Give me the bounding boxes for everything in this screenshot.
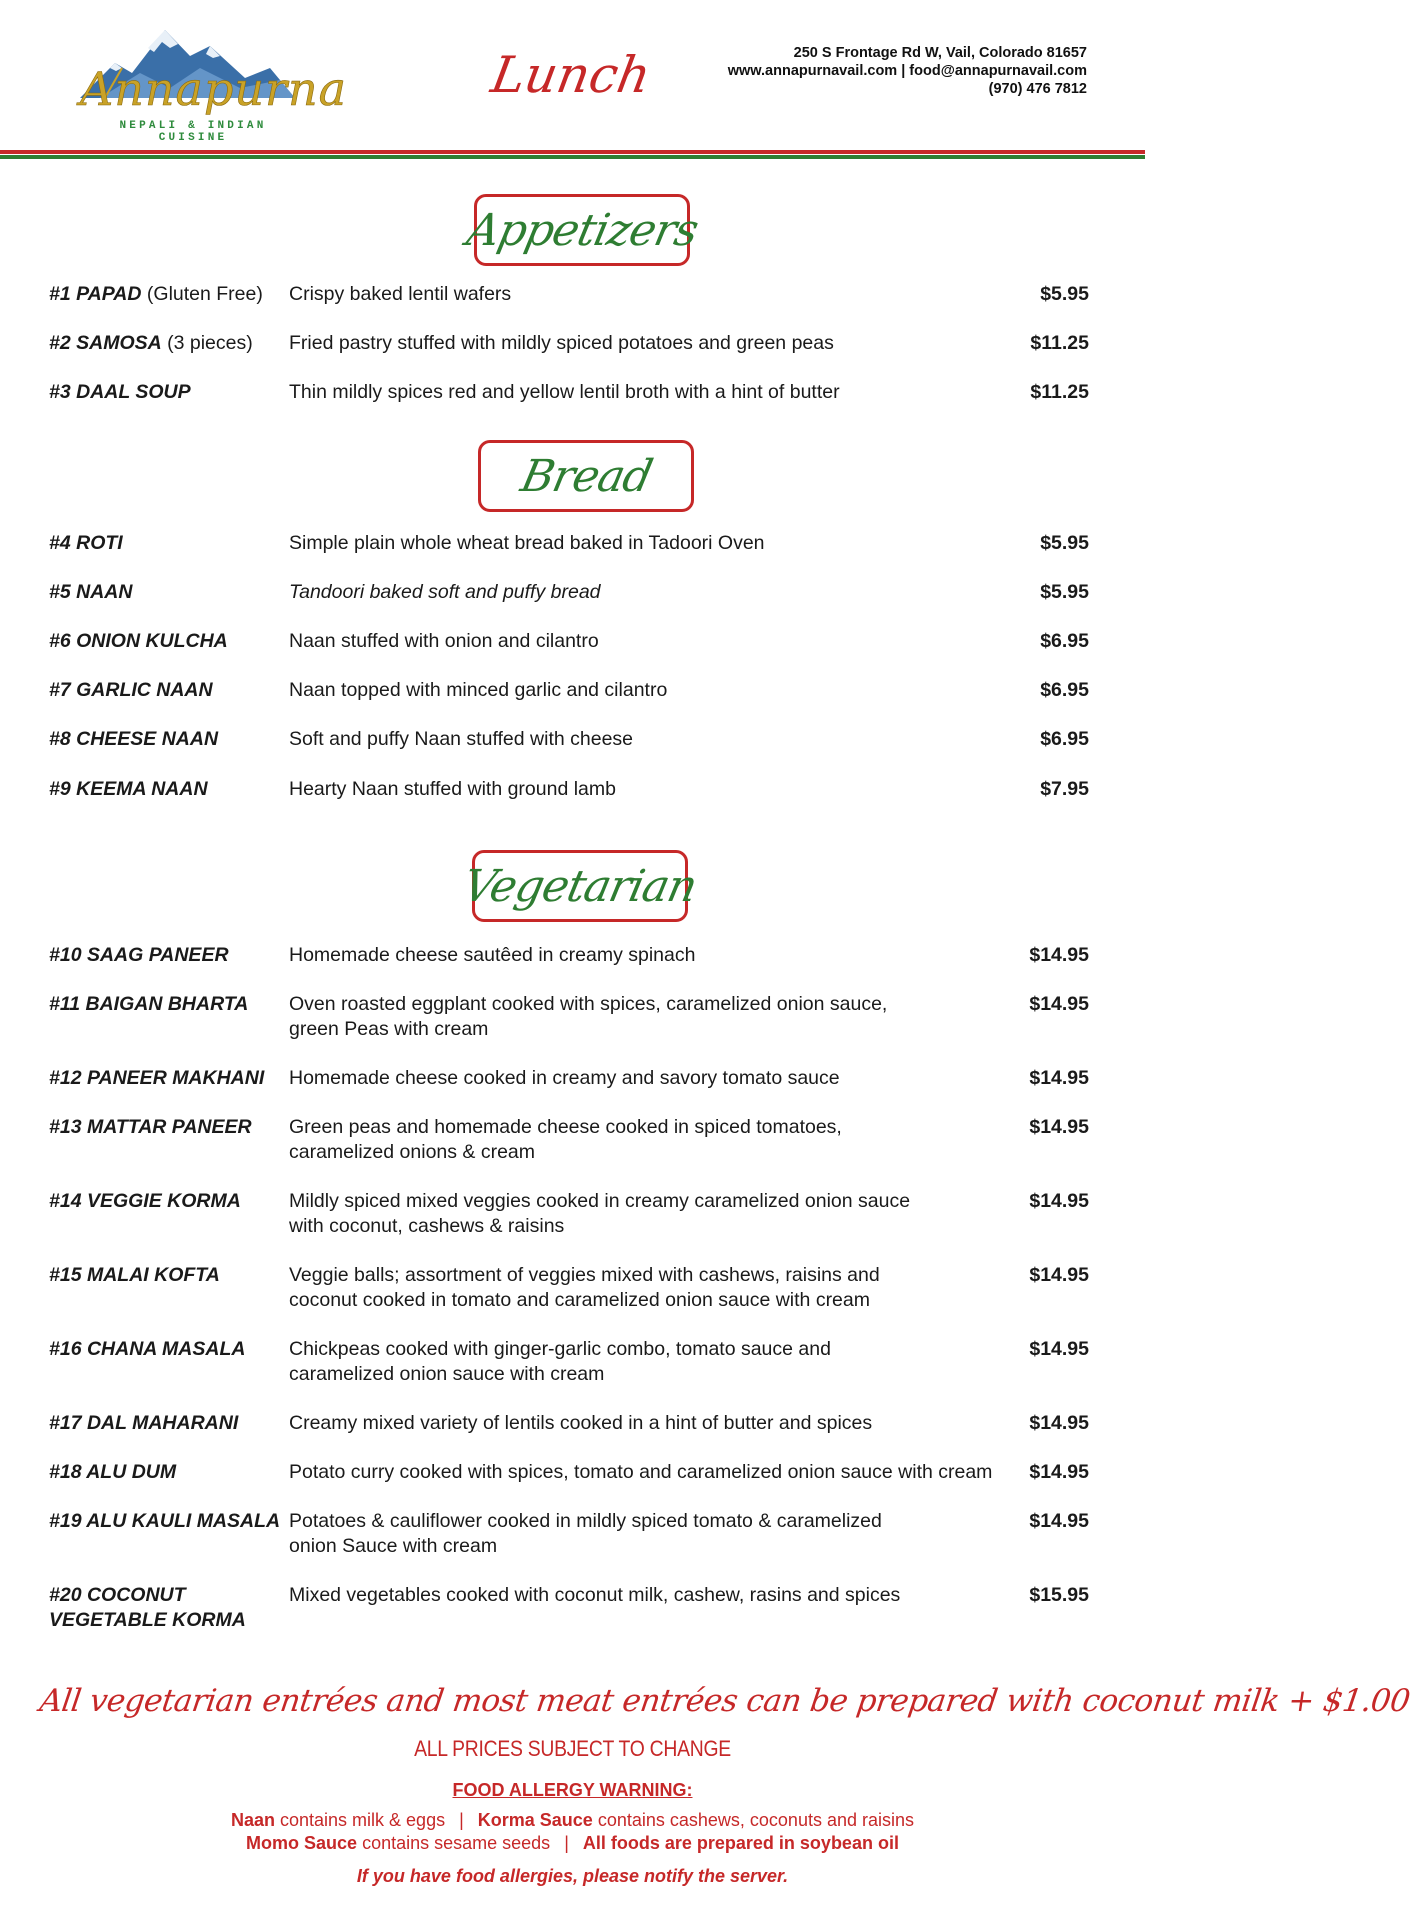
notify-server-note: If you have food allergies, please notify the server. xyxy=(356,1866,789,1886)
allergy-line-2: Momo Sauce contains sesame seeds | All foods are prepared in soybean oil xyxy=(246,1833,899,1853)
item-price: $14.95 xyxy=(1029,1338,1089,1360)
menu-title: Lunch xyxy=(486,46,656,104)
item-price: $14.95 xyxy=(1029,1264,1089,1286)
item-price: $14.95 xyxy=(1029,993,1089,1015)
item-name: #13 MATTAR PANEER xyxy=(49,1116,252,1138)
item-description: Green peas and homemade cheese cooked in spiced tomatoes, caramelized onions & cream xyxy=(289,1116,842,1163)
item-price: $14.95 xyxy=(1029,1510,1089,1532)
item-name: #15 MALAI KOFTA xyxy=(49,1264,220,1286)
item-name: #18 ALU DUM xyxy=(49,1461,177,1483)
item-name: #14 VEGGIE KORMA xyxy=(49,1190,241,1212)
restaurant-logo xyxy=(70,18,348,144)
item-description: Fried pastry stuffed with mildly spiced potatoes and green peas xyxy=(289,332,834,354)
item-price: $7.95 xyxy=(1040,778,1089,800)
section-title-bread: Bread xyxy=(516,450,656,502)
item-description: Soft and puffy Naan stuffed with cheese xyxy=(289,728,634,750)
item-price: $14.95 xyxy=(1029,1116,1089,1138)
section-title-vegetarian: Vegetarian xyxy=(458,860,702,912)
item-description: Potatoes & cauliflower cooked in mildly spiced tomato & caramelized onion Sauce with cream xyxy=(289,1510,882,1557)
item-price: $6.95 xyxy=(1040,679,1089,701)
section-badge-appetizers xyxy=(462,194,702,266)
item-price: $5.95 xyxy=(1040,581,1089,603)
allergy-warning-heading: FOOD ALLERGY WARNING: xyxy=(452,1780,693,1800)
item-name: #9 KEEMA NAAN xyxy=(49,778,208,800)
item-name: #8 CHEESE NAAN xyxy=(49,728,219,750)
phone[interactable]: (970) 476 7812 xyxy=(988,81,1087,97)
address: 250 S Frontage Rd W, Vail, Colorado 81657 xyxy=(793,45,1087,61)
separator: | xyxy=(459,1810,464,1830)
section-badge-vegetarian xyxy=(458,850,702,922)
item-note: (3 pieces) xyxy=(161,332,253,354)
section-title-appetizers: Appetizers xyxy=(462,204,702,256)
item-name: #5 NAAN xyxy=(49,581,133,603)
item-price: $15.95 xyxy=(1029,1584,1089,1606)
menu-header xyxy=(0,0,1145,150)
item-name: #1 PAPAD (Gluten Free) xyxy=(49,283,263,305)
item-description: Chickpeas cooked with ginger-garlic combo, tomato sauce and caramelized onion sauce with cream xyxy=(289,1338,831,1385)
header-rule-green xyxy=(0,155,1145,159)
item-description: Homemade cheese sautêed in creamy spinach xyxy=(289,944,696,966)
item-name: #20 COCONUT VEGETABLE KORMA xyxy=(49,1584,246,1631)
item-price: $11.25 xyxy=(1030,381,1089,403)
item-price: $5.95 xyxy=(1040,532,1089,554)
logo-subtitle: NEPALI & INDIAN CUISINE xyxy=(119,120,267,144)
item-description: Oven roasted eggplant cooked with spices, caramelized onion sauce, green Peas with cream xyxy=(289,993,888,1040)
item-note: (Gluten Free) xyxy=(141,283,263,305)
item-description: Mildly spiced mixed veggies cooked in creamy caramelized onion sauce with coconut, cashews & raisins xyxy=(289,1190,911,1237)
item-name: #11 BAIGAN BHARTA xyxy=(49,993,249,1015)
item-price: $6.95 xyxy=(1040,630,1089,652)
item-name: #4 ROTI xyxy=(49,532,123,554)
coconut-milk-note: All vegetarian entrées and most meat entrées can be prepared with coconut milk + $1.00 xyxy=(37,1683,1412,1719)
separator: | xyxy=(564,1833,569,1853)
item-name: #2 SAMOSA (3 pieces) xyxy=(49,332,253,354)
item-name: #19 ALU KAULI MASALA xyxy=(49,1510,281,1532)
item-description: Naan topped with minced garlic and cilantro xyxy=(289,679,668,701)
allergy-line-1: Naan contains milk & eggs | Korma Sauce contains cashews, coconuts and raisins xyxy=(230,1810,914,1830)
item-price: $14.95 xyxy=(1029,1190,1089,1212)
item-name: #7 GARLIC NAAN xyxy=(49,679,213,701)
logo-wordmark: Annapurna xyxy=(80,62,348,116)
item-description: Hearty Naan stuffed with ground lamb xyxy=(289,778,616,800)
item-name: #10 SAAG PANEER xyxy=(49,944,229,966)
item-description: Creamy mixed variety of lentils cooked in a hint of butter and spices xyxy=(289,1412,873,1434)
web-email[interactable]: www.annapurnavail.com | food@annapurnavail.com xyxy=(727,63,1087,79)
item-price: $5.95 xyxy=(1040,283,1089,305)
item-name: #12 PANEER MAKHANI xyxy=(49,1067,265,1089)
item-price: $14.95 xyxy=(1029,1067,1089,1089)
item-description: Veggie balls; assortment of veggies mixed with cashews, raisins and coconut cooked in tomato and caramelized onion sauce with cream xyxy=(289,1264,880,1311)
item-description: Homemade cheese cooked in creamy and savory tomato sauce xyxy=(289,1067,840,1089)
item-description: Potato curry cooked with spices, tomato and caramelized onion sauce with cream xyxy=(289,1461,993,1483)
contact-block xyxy=(728,44,1087,98)
item-description: Thin mildly spices red and yellow lentil broth with a hint of butter xyxy=(289,381,840,403)
item-name: #17 DAL MAHARANI xyxy=(49,1412,239,1434)
item-description: Simple plain whole wheat bread baked in Tadoori Oven xyxy=(289,532,765,554)
item-description: Crispy baked lentil wafers xyxy=(289,283,512,305)
item-name: #3 DAAL SOUP xyxy=(49,381,191,403)
item-name: #6 ONION KULCHA xyxy=(49,630,228,652)
item-price: $11.25 xyxy=(1030,332,1089,354)
item-price: $14.95 xyxy=(1029,944,1089,966)
item-description: Mixed vegetables cooked with coconut milk, cashew, rasins and spices xyxy=(289,1584,901,1606)
item-description: Tandoori baked soft and puffy bread xyxy=(289,581,601,603)
prices-subject-to-change: ALL PRICES SUBJECT TO CHANGE xyxy=(414,1736,731,1761)
section-badge-bread xyxy=(478,440,694,512)
item-name: #16 CHANA MASALA xyxy=(49,1338,246,1360)
item-price: $14.95 xyxy=(1029,1461,1089,1483)
header-rule-red xyxy=(0,150,1145,154)
item-price: $6.95 xyxy=(1040,728,1089,750)
item-description: Naan stuffed with onion and cilantro xyxy=(289,630,599,652)
item-price: $14.95 xyxy=(1029,1412,1089,1434)
